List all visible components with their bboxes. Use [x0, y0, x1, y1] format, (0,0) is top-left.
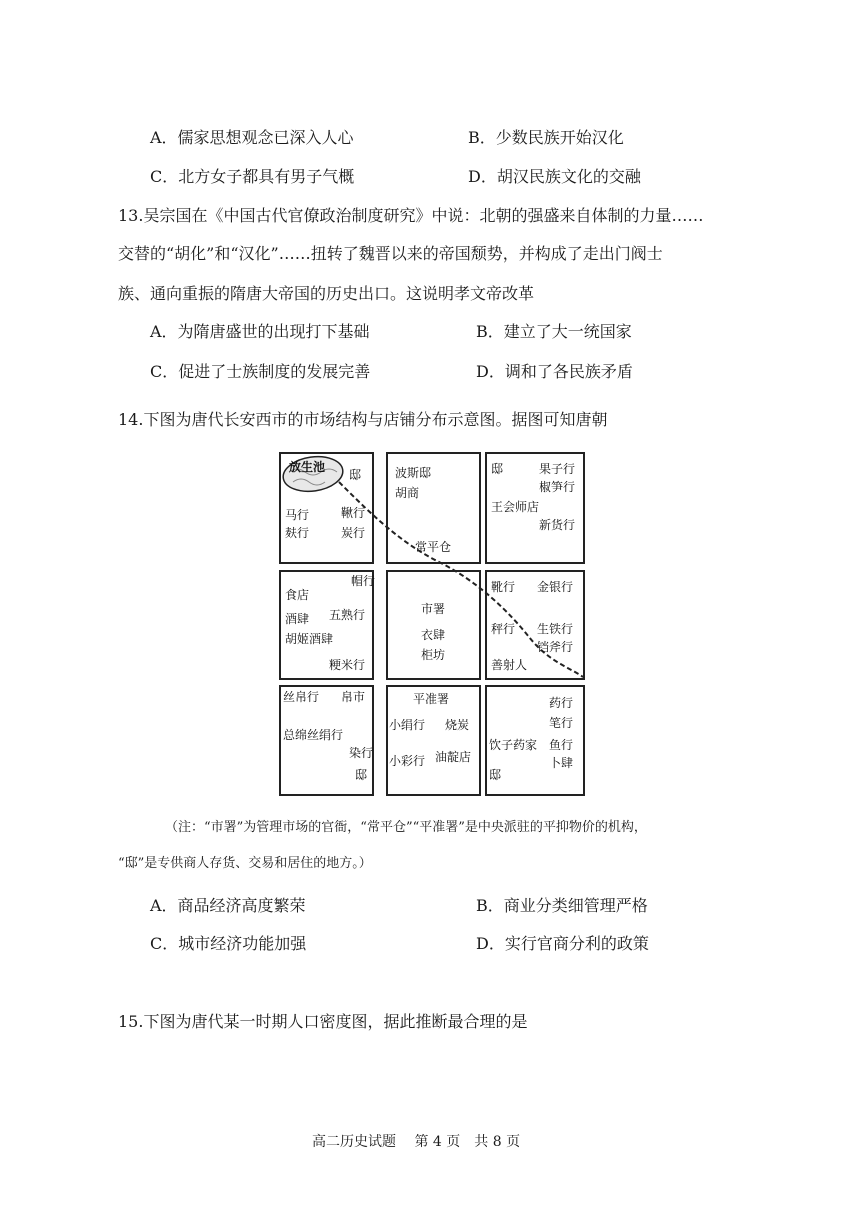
- shop-label: 平准署: [413, 692, 450, 706]
- q12-option-c: C．北方女子都具有男子气概: [150, 167, 355, 186]
- shop-label: 酒肆: [285, 612, 310, 626]
- shop-label: 市署: [421, 602, 446, 616]
- shop-label: 丝帛行: [283, 690, 320, 704]
- shop-label: 果子行: [539, 462, 576, 476]
- q13-stem-line1: 13.吴宗国在《中国古代官僚政治制度研究》中说：北朝的强盛来自体制的力量……: [118, 206, 704, 225]
- shop-label: 邸: [355, 768, 368, 782]
- shop-label: 椒笋行: [539, 480, 576, 494]
- shop-label: 邸: [489, 768, 502, 782]
- q14-note-line1: （注：“市署”为管理市场的官衙，“常平仓”“平准署”是中央派驻的平抑物价的机构，: [165, 820, 647, 835]
- shop-label: 笔行: [549, 716, 574, 730]
- shop-label: 帛市: [341, 690, 366, 704]
- q14-option-d: D．实行官商分利的政策: [476, 934, 649, 953]
- shop-label: 粳米行: [329, 658, 366, 672]
- shop-label: 炭行: [341, 526, 366, 540]
- shop-label: 善射人: [491, 658, 528, 672]
- shop-label: 鱼行: [549, 738, 574, 752]
- shop-label: 烧炭: [445, 718, 470, 732]
- q14-option-b: B．商业分类细管理严格: [476, 896, 648, 915]
- shop-label: 马行: [285, 508, 310, 522]
- shop-label: 饮子药家: [489, 738, 538, 752]
- q13-option-d: D．调和了各民族矛盾: [476, 362, 633, 381]
- shop-label: 药行: [549, 696, 574, 710]
- q13-option-b: B．建立了大一统国家: [476, 322, 632, 341]
- west-market-map: [279, 452, 587, 796]
- shop-label: 靴行: [491, 580, 516, 594]
- q13-stem-line3: 族、通向重振的隋唐大帝国的历史出口。这说明孝文帝改革: [118, 284, 535, 303]
- q12-option-a: A．儒家思想观念已深入人心: [150, 128, 354, 147]
- shop-label: 生铁行: [537, 622, 574, 636]
- shop-label: 邸: [491, 462, 504, 476]
- shop-label: 邸: [349, 468, 362, 482]
- pond-label: 放生池: [289, 460, 326, 474]
- shop-label: 波斯邸: [395, 466, 432, 480]
- shop-label: 常平仓: [415, 540, 452, 554]
- q12-option-d: D．胡汉民族文化的交融: [468, 167, 641, 186]
- shop-label: 染行: [349, 746, 374, 760]
- q14-stem: 14.下图为唐代长安西市的市场结构与店铺分布示意图。据图可知唐朝: [118, 410, 608, 429]
- shop-label: 油靛店: [435, 750, 472, 764]
- shop-label: 秤行: [491, 622, 516, 636]
- q15-stem: 15.下图为唐代某一时期人口密度图，据此推断最合理的是: [118, 1012, 528, 1031]
- q13-option-a: A．为隋唐盛世的出现打下基础: [150, 322, 370, 341]
- q14-option-a: A．商品经济高度繁荣: [150, 896, 306, 915]
- shop-label: 铛斧行: [537, 640, 574, 654]
- shop-label: 五熟行: [329, 608, 366, 622]
- q13-option-c: C．促进了士族制度的发展完善: [150, 362, 371, 381]
- shop-label: 小绢行: [389, 718, 426, 732]
- shop-label: 鞦行: [341, 506, 366, 520]
- q12-option-b: B．少数民族开始汉化: [468, 128, 624, 147]
- shop-label: 麸行: [285, 526, 310, 540]
- q14-option-c: C．城市经济功能加强: [150, 934, 307, 953]
- q14-note-line2: “邸”是专供商人存货、交易和居住的地方。）: [118, 856, 372, 871]
- shop-label: 总绵丝绢行: [283, 728, 344, 742]
- shop-label: 食店: [285, 588, 310, 602]
- shop-label: 衣肆: [421, 628, 446, 642]
- shop-label: 帽行: [351, 574, 376, 588]
- shop-label: 柜坊: [421, 648, 446, 662]
- shop-label: 王会师店: [491, 500, 540, 514]
- shop-label: 小彩行: [389, 754, 426, 768]
- q13-stem-line2: 交替的“胡化”和“汉化”……扭转了魏晋以来的帝国颓势，并构成了走出门阀士: [118, 244, 663, 263]
- page-footer: 高二历史试题 第 4 页 共 8 页: [312, 1134, 521, 1150]
- shop-label: 金银行: [537, 580, 574, 594]
- shop-label: 新货行: [539, 518, 576, 532]
- shop-label: 胡姬酒肆: [285, 632, 334, 646]
- shop-label: 卜肆: [549, 756, 574, 770]
- shop-label: 胡商: [395, 486, 420, 500]
